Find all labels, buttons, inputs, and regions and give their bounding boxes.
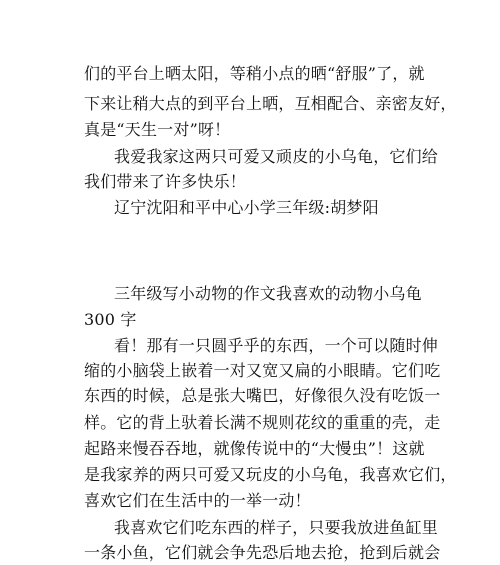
paragraph-line: 样。它的背上驮着长满不规则花纹的重重的壳，走 xyxy=(84,413,441,432)
paragraph-line: 喜欢它们在生活中的一举一动！ xyxy=(84,491,311,510)
paragraph-line: 我喜欢它们吃东西的样子，只要我放进鱼缸里 xyxy=(114,518,439,537)
paragraph-line: 东西的时候，总是张大嘴巴，好像很久没有吃饭一 xyxy=(84,386,441,405)
paragraph-line: 下来让稍大点的到平台上晒，互相配合、亲密友好， xyxy=(84,94,457,113)
paragraph-line: 看！那有一只圆乎乎的东西，一个可以随时伸 xyxy=(114,336,439,355)
paragraph-line: 起路来慢吞吞地，就像传说中的“大慢虫”！这就 xyxy=(84,439,425,458)
author-line: 辽宁沈阳和平中心小学三年级:胡梦阳 xyxy=(114,198,379,217)
paragraph-line: 一条小鱼，它们就会争先恐后地去抢，抢到后就会 xyxy=(84,543,441,562)
paragraph-line: 是我家养的两只可爱又玩皮的小乌龟，我喜欢它们， xyxy=(84,465,457,484)
essay-title-word-count: 300 字 xyxy=(84,310,137,329)
paragraph-line: 们的平台上晒太阳，等稍小点的晒“舒服”了，就 xyxy=(84,64,425,83)
paragraph-line: 缩的小脑袋上嵌着一对又宽又扁的小眼睛。它们吃 xyxy=(84,361,441,380)
paragraph-line: 我们带来了许多快乐！ xyxy=(84,172,247,191)
paragraph-line: 我爱我家这两只可爱又顽皮的小乌龟，它们给 xyxy=(114,147,439,166)
essay-title: 三年级写小动物的作文我喜欢的动物小乌龟 xyxy=(114,284,422,303)
paragraph-line: 真是“天生一对”呀！ xyxy=(84,120,231,139)
